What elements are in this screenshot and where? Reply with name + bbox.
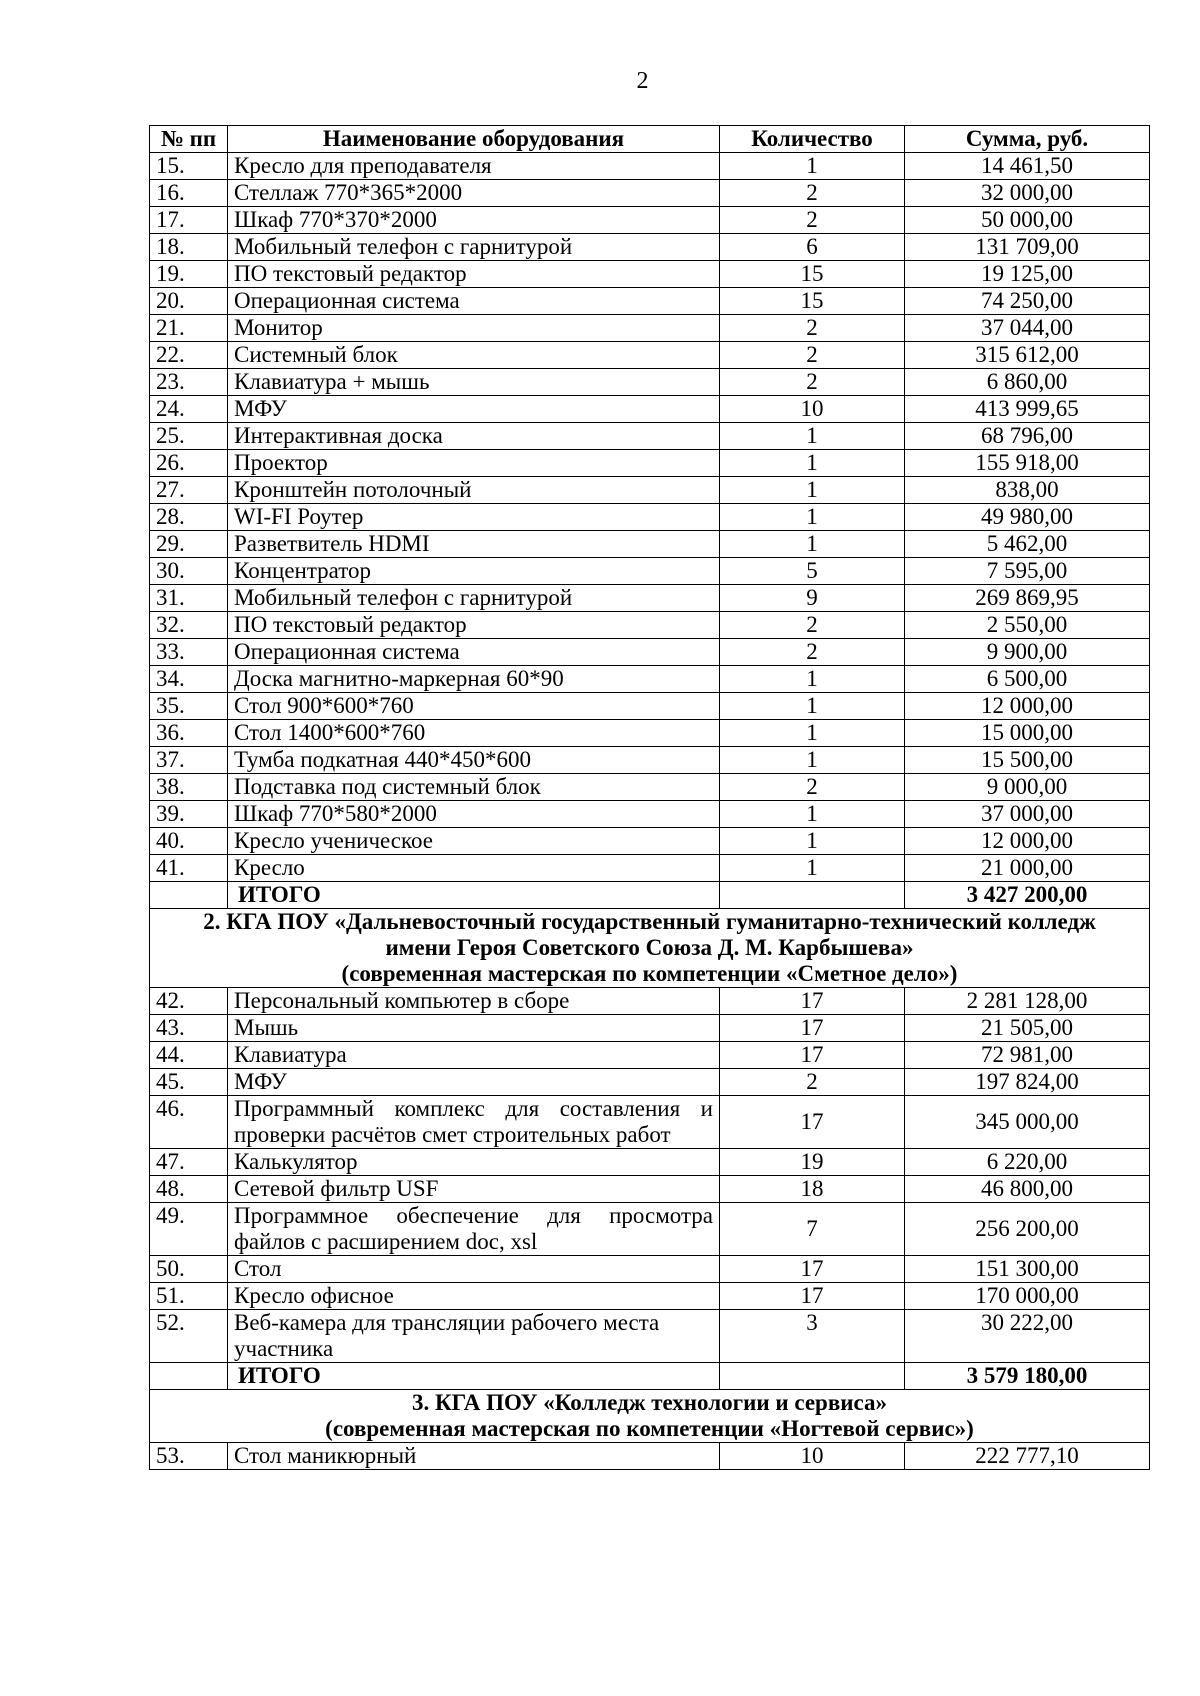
sum: 15 500,00	[905, 747, 1150, 774]
table-row	[150, 1256, 1150, 1283]
quantity: 2	[720, 612, 905, 639]
sum: 9 900,00	[905, 639, 1150, 666]
sum: 14 461,50	[905, 153, 1150, 180]
table-row	[150, 1310, 1150, 1363]
sum: 2 281 128,00	[905, 988, 1150, 1015]
section-title	[150, 1390, 1150, 1443]
section-title-line: (современная мастерская по компетенции «Сметное дело»)	[341, 961, 958, 986]
total-sum: 3 427 200,00	[905, 882, 1150, 909]
quantity: 1	[720, 450, 905, 477]
row-number: 44.	[150, 1042, 228, 1069]
sum: 345 000,00	[905, 1096, 1150, 1149]
quantity: 7	[720, 1203, 905, 1256]
table-row	[150, 693, 1150, 720]
quantity: 2	[720, 369, 905, 396]
header-number: № пп	[150, 126, 228, 153]
quantity: 1	[720, 828, 905, 855]
quantity: 9	[720, 585, 905, 612]
equipment-name: Тумба подкатная 440*450*600	[228, 747, 720, 774]
table-row	[150, 1015, 1150, 1042]
quantity: 2	[720, 207, 905, 234]
table-body	[150, 153, 1150, 1470]
equipment-name: Клавиатура	[228, 1042, 720, 1069]
total-empty-cell	[720, 882, 905, 909]
table-row	[150, 639, 1150, 666]
table-row	[150, 720, 1150, 747]
row-number: 24.	[150, 396, 228, 423]
row-number: 16.	[150, 180, 228, 207]
sum: 49 980,00	[905, 504, 1150, 531]
quantity: 15	[720, 288, 905, 315]
table-row	[150, 477, 1150, 504]
quantity: 1	[720, 693, 905, 720]
header-quantity: Количество	[720, 126, 905, 153]
row-number: 50.	[150, 1256, 228, 1283]
row-number: 52.	[150, 1310, 228, 1363]
row-number: 39.	[150, 801, 228, 828]
table-row	[150, 234, 1150, 261]
sum: 2 550,00	[905, 612, 1150, 639]
sum: 197 824,00	[905, 1069, 1150, 1096]
table-row	[150, 1042, 1150, 1069]
sum: 413 999,65	[905, 396, 1150, 423]
table-row	[150, 504, 1150, 531]
quantity: 17	[720, 1042, 905, 1069]
table-row	[150, 369, 1150, 396]
equipment-name: Стеллаж 770*365*2000	[228, 180, 720, 207]
table-row	[150, 801, 1150, 828]
quantity: 17	[720, 1015, 905, 1042]
equipment-name: Мобильный телефон с гарнитурой	[228, 585, 720, 612]
quantity: 1	[720, 504, 905, 531]
table-row	[150, 612, 1150, 639]
quantity: 1	[720, 423, 905, 450]
equipment-name: Операционная система	[228, 288, 720, 315]
quantity: 2	[720, 315, 905, 342]
sum: 32 000,00	[905, 180, 1150, 207]
row-number: 51.	[150, 1283, 228, 1310]
table-row	[150, 585, 1150, 612]
row-number: 47.	[150, 1149, 228, 1176]
table-row	[150, 1096, 1150, 1149]
row-number: 41.	[150, 855, 228, 882]
sum: 12 000,00	[905, 828, 1150, 855]
equipment-name: Концентратор	[228, 558, 720, 585]
sum: 68 796,00	[905, 423, 1150, 450]
table-row	[150, 1283, 1150, 1310]
row-number: 21.	[150, 315, 228, 342]
table-row	[150, 153, 1150, 180]
quantity: 2	[720, 1069, 905, 1096]
table-row	[150, 450, 1150, 477]
equipment-name: Мобильный телефон с гарнитурой	[228, 234, 720, 261]
equipment-name: Персональный компьютер в сборе	[228, 988, 720, 1015]
sum: 222 777,10	[905, 1443, 1150, 1470]
row-number: 45.	[150, 1069, 228, 1096]
row-number: 15.	[150, 153, 228, 180]
header-sum: Сумма, руб.	[905, 126, 1150, 153]
table-row	[150, 342, 1150, 369]
equipment-name: Стол	[228, 1256, 720, 1283]
total-empty-cell	[720, 1363, 905, 1390]
quantity: 15	[720, 261, 905, 288]
table-row	[150, 1176, 1150, 1203]
row-number: 35.	[150, 693, 228, 720]
equipment-name: Подставка под системный блок	[228, 774, 720, 801]
section-title	[150, 909, 1150, 988]
quantity: 2	[720, 639, 905, 666]
row-number: 38.	[150, 774, 228, 801]
sum: 9 000,00	[905, 774, 1150, 801]
table-header-row	[150, 126, 1150, 153]
total-empty-cell	[150, 1363, 228, 1390]
row-number: 46.	[150, 1096, 228, 1149]
quantity: 1	[720, 153, 905, 180]
equipment-name: Кресло офисное	[228, 1283, 720, 1310]
equipment-name: МФУ	[228, 396, 720, 423]
equipment-name: Монитор	[228, 315, 720, 342]
equipment-name: Программный комплекс для составления и проверки расчётов смет строительных работ	[228, 1096, 720, 1149]
quantity: 2	[720, 774, 905, 801]
sum: 21 000,00	[905, 855, 1150, 882]
equipment-name: Шкаф 770*370*2000	[228, 207, 720, 234]
quantity: 5	[720, 558, 905, 585]
table-row	[150, 1149, 1150, 1176]
sum: 7 595,00	[905, 558, 1150, 585]
row-number: 22.	[150, 342, 228, 369]
row-number: 26.	[150, 450, 228, 477]
quantity: 19	[720, 1149, 905, 1176]
sum: 12 000,00	[905, 693, 1150, 720]
table-row	[150, 747, 1150, 774]
row-number: 36.	[150, 720, 228, 747]
row-number: 42.	[150, 988, 228, 1015]
section-header-row	[150, 1390, 1150, 1443]
row-number: 37.	[150, 747, 228, 774]
row-number: 33.	[150, 639, 228, 666]
quantity: 3	[720, 1310, 905, 1363]
quantity: 1	[720, 855, 905, 882]
equipment-name: Кресло	[228, 855, 720, 882]
section-title-line: 3. КГА ПОУ «Колледж технологии и сервиса»	[411, 1390, 888, 1415]
sum: 74 250,00	[905, 288, 1150, 315]
sum: 19 125,00	[905, 261, 1150, 288]
section-title-line: (современная мастерская по компетенции «Ногтевой сервис»)	[325, 1416, 974, 1441]
table-row	[150, 288, 1150, 315]
quantity: 2	[720, 180, 905, 207]
equipment-name: Проектор	[228, 450, 720, 477]
quantity: 10	[720, 1443, 905, 1470]
row-number: 40.	[150, 828, 228, 855]
sum: 151 300,00	[905, 1256, 1150, 1283]
equipment-name: Разветвитель HDMI	[228, 531, 720, 558]
sum: 6 860,00	[905, 369, 1150, 396]
table-row	[150, 1443, 1150, 1470]
equipment-name: Шкаф 770*580*2000	[228, 801, 720, 828]
equipment-name: Доска магнитно-маркерная 60*90	[228, 666, 720, 693]
table-row	[150, 396, 1150, 423]
quantity: 1	[720, 531, 905, 558]
equipment-name: Интерактивная доска	[228, 423, 720, 450]
row-number: 32.	[150, 612, 228, 639]
total-label: ИТОГО	[228, 882, 720, 909]
equipment-name: ПО текстовый редактор	[228, 612, 720, 639]
sum: 30 222,00	[905, 1310, 1150, 1363]
equipment-name: Кресло ученическое	[228, 828, 720, 855]
equipment-name: ПО текстовый редактор	[228, 261, 720, 288]
table-row	[150, 1203, 1150, 1256]
equipment-name: Стол 900*600*760	[228, 693, 720, 720]
table-row	[150, 423, 1150, 450]
table-row	[150, 1069, 1150, 1096]
row-number: 28.	[150, 504, 228, 531]
sum: 269 869,95	[905, 585, 1150, 612]
sum: 5 462,00	[905, 531, 1150, 558]
quantity: 1	[720, 666, 905, 693]
sum: 155 918,00	[905, 450, 1150, 477]
table-row	[150, 180, 1150, 207]
equipment-name: Калькулятор	[228, 1149, 720, 1176]
sum: 21 505,00	[905, 1015, 1150, 1042]
sum: 170 000,00	[905, 1283, 1150, 1310]
sum: 6 220,00	[905, 1149, 1150, 1176]
equipment-name: Стол маникюрный	[228, 1443, 720, 1470]
equipment-name: Стол 1400*600*760	[228, 720, 720, 747]
total-label: ИТОГО	[228, 1363, 720, 1390]
section-title-line: 2. КГА ПОУ «Дальневосточный государственный гуманитарно-технический колледж	[203, 909, 1096, 934]
row-number: 18.	[150, 234, 228, 261]
quantity: 17	[720, 1096, 905, 1149]
section-header-row	[150, 909, 1150, 988]
row-number: 17.	[150, 207, 228, 234]
row-number: 19.	[150, 261, 228, 288]
row-number: 49.	[150, 1203, 228, 1256]
quantity: 6	[720, 234, 905, 261]
table-row	[150, 207, 1150, 234]
quantity: 17	[720, 1283, 905, 1310]
sum: 315 612,00	[905, 342, 1150, 369]
total-empty-cell	[150, 882, 228, 909]
row-number: 20.	[150, 288, 228, 315]
sum: 256 200,00	[905, 1203, 1150, 1256]
row-number: 29.	[150, 531, 228, 558]
equipment-name: Веб-камера для трансляции рабочего места участника	[228, 1310, 720, 1363]
quantity: 1	[720, 720, 905, 747]
total-row	[150, 882, 1150, 909]
equipment-name: Операционная система	[228, 639, 720, 666]
sum: 37 000,00	[905, 801, 1150, 828]
total-row	[150, 1363, 1150, 1390]
row-number: 48.	[150, 1176, 228, 1203]
table-row	[150, 558, 1150, 585]
sum: 838,00	[905, 477, 1150, 504]
sum: 50 000,00	[905, 207, 1150, 234]
sum: 46 800,00	[905, 1176, 1150, 1203]
table-row	[150, 855, 1150, 882]
equipment-name: Кресло для преподавателя	[228, 153, 720, 180]
table-row	[150, 774, 1150, 801]
sum: 72 981,00	[905, 1042, 1150, 1069]
sum: 131 709,00	[905, 234, 1150, 261]
equipment-name: Системный блок	[228, 342, 720, 369]
table-row	[150, 315, 1150, 342]
row-number: 27.	[150, 477, 228, 504]
table-row	[150, 988, 1150, 1015]
equipment-name: Клавиатура + мышь	[228, 369, 720, 396]
equipment-name: МФУ	[228, 1069, 720, 1096]
table-row	[150, 261, 1150, 288]
quantity: 1	[720, 747, 905, 774]
equipment-name: Кронштейн потолочный	[228, 477, 720, 504]
row-number: 43.	[150, 1015, 228, 1042]
header-name: Наименование оборудования	[228, 126, 720, 153]
equipment-table	[149, 125, 1150, 1470]
quantity: 2	[720, 342, 905, 369]
quantity: 1	[720, 477, 905, 504]
sum: 6 500,00	[905, 666, 1150, 693]
quantity: 17	[720, 1256, 905, 1283]
table-row	[150, 666, 1150, 693]
row-number: 31.	[150, 585, 228, 612]
equipment-name: Программное обеспечение для просмотра файлов с расширением doc, xsl	[228, 1203, 720, 1256]
equipment-name: Мышь	[228, 1015, 720, 1042]
sum: 37 044,00	[905, 315, 1150, 342]
quantity: 18	[720, 1176, 905, 1203]
row-number: 23.	[150, 369, 228, 396]
total-sum: 3 579 180,00	[905, 1363, 1150, 1390]
row-number: 25.	[150, 423, 228, 450]
page-number: 2	[636, 68, 649, 94]
table-row	[150, 531, 1150, 558]
equipment-name: WI-FI Роутер	[228, 504, 720, 531]
quantity: 17	[720, 988, 905, 1015]
section-title-line: имени Героя Советского Союза Д. М. Карбышева»	[385, 935, 914, 960]
row-number: 30.	[150, 558, 228, 585]
row-number: 53.	[150, 1443, 228, 1470]
quantity: 1	[720, 801, 905, 828]
sum: 15 000,00	[905, 720, 1150, 747]
equipment-name: Сетевой фильтр USF	[228, 1176, 720, 1203]
row-number: 34.	[150, 666, 228, 693]
table-row	[150, 828, 1150, 855]
quantity: 10	[720, 396, 905, 423]
